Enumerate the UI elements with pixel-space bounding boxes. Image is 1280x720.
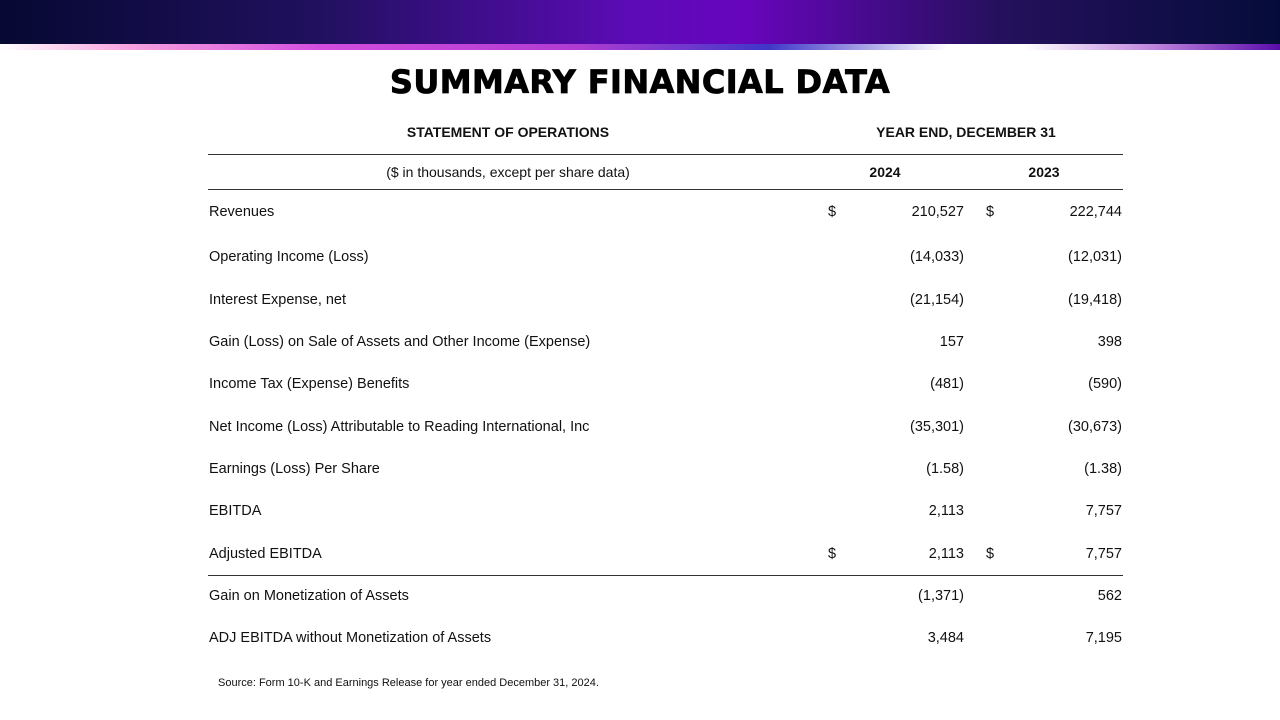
value-2023: 7,757	[1085, 503, 1122, 519]
table-row	[208, 200, 1124, 224]
table-row	[208, 542, 1124, 566]
value-2024: (35,301)	[909, 419, 964, 435]
unit-note: ($ in thousands, except per share data)	[386, 164, 630, 180]
value-2023: 398	[1097, 334, 1122, 350]
value-2023: (19,418)	[1067, 292, 1122, 308]
source-note: Source: Form 10-K and Earnings Release for year ended December 31, 2024.	[218, 677, 599, 689]
row-label: Earnings (Loss) Per Share	[209, 461, 380, 477]
table-row	[208, 288, 1124, 312]
value-2024: (1.58)	[926, 461, 964, 477]
row-label: Income Tax (Expense) Benefits	[209, 376, 410, 392]
value-2024: 3,484	[927, 630, 964, 646]
top-accent-stripe	[0, 44, 1280, 50]
row-label: ADJ EBITDA without Monetization of Assets	[209, 630, 492, 646]
row-label: Net Income (Loss) Attributable to Reading International, Inc	[209, 419, 590, 435]
table-subheader	[208, 161, 1124, 183]
currency-symbol-2023: $	[986, 546, 995, 562]
value-2023: 7,757	[1085, 546, 1122, 562]
page-title: SUMMARY FINANCIAL DATA	[389, 63, 891, 101]
row-label: Revenues	[209, 204, 275, 220]
row-label: Gain on Monetization of Assets	[209, 588, 409, 604]
currency-symbol-2023: $	[986, 204, 995, 220]
row-label: Interest Expense, net	[209, 292, 347, 308]
statement-heading: STATEMENT OF OPERATIONS	[406, 124, 610, 140]
year-2023-heading: 2023	[1028, 164, 1060, 180]
table-row	[208, 372, 1124, 396]
header-bottom-rule	[208, 189, 1123, 190]
table-row	[208, 457, 1124, 481]
value-2023: (12,031)	[1067, 249, 1122, 265]
row-label: Adjusted EBITDA	[209, 546, 322, 562]
currency-symbol-2024: $	[828, 204, 837, 220]
value-2024: (14,033)	[909, 249, 964, 265]
value-2024: (481)	[930, 376, 964, 392]
currency-symbol-2024: $	[828, 546, 837, 562]
value-2023: 562	[1097, 588, 1122, 604]
value-2024: 2,113	[928, 546, 964, 562]
period-heading: YEAR END, DECEMBER 31	[876, 124, 1056, 140]
value-2024: 210,527	[911, 204, 964, 220]
table-row	[208, 330, 1124, 354]
year-2024-heading: 2024	[869, 164, 901, 180]
value-2023: (1.38)	[1084, 461, 1122, 477]
header-top-rule	[208, 154, 1123, 155]
value-2024: 2,113	[928, 503, 964, 519]
table-row	[208, 245, 1124, 269]
top-gradient-band	[0, 0, 1280, 44]
value-2024: (1,371)	[918, 588, 964, 604]
value-2024: (21,154)	[909, 292, 964, 308]
row-label: Gain (Loss) on Sale of Assets and Other Income (Expense)	[209, 334, 591, 350]
table-row	[208, 499, 1124, 523]
table-header	[208, 121, 1124, 143]
value-2023: 222,744	[1069, 204, 1122, 220]
row-label: Operating Income (Loss)	[209, 249, 369, 265]
row-label: EBITDA	[209, 503, 262, 519]
value-2023: (30,673)	[1067, 419, 1122, 435]
table-row	[208, 415, 1124, 439]
table-row	[208, 584, 1124, 608]
value-2024: 157	[939, 334, 964, 350]
table-row	[208, 626, 1124, 650]
adjusted-ebitda-rule	[208, 575, 1123, 576]
value-2023: 7,195	[1085, 630, 1122, 646]
value-2023: (590)	[1088, 376, 1122, 392]
